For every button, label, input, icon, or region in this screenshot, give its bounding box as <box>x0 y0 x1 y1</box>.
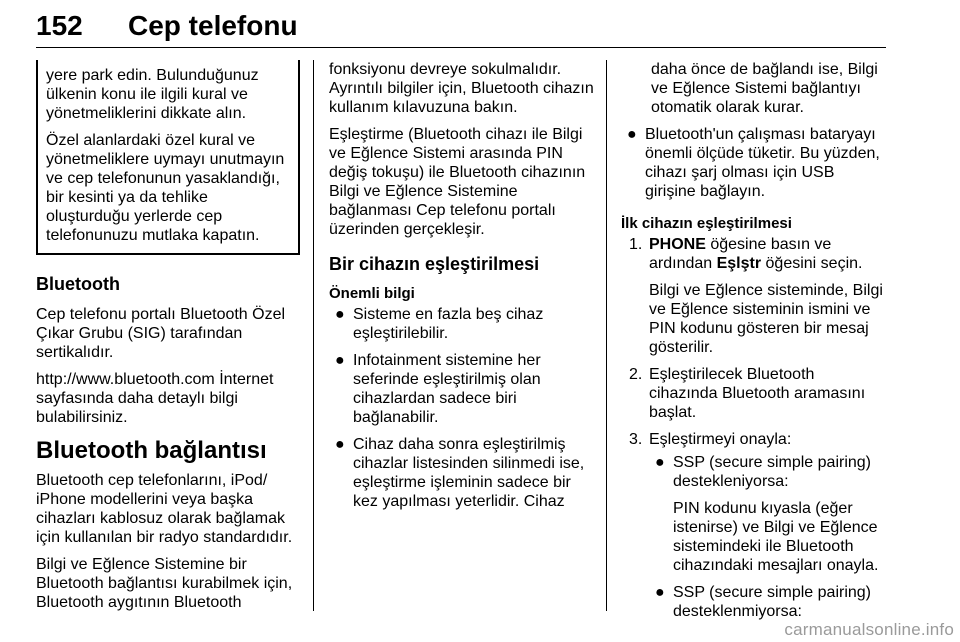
column-1 <box>36 60 300 620</box>
step-item: 1. PHONE öğesine basın ve ardından Eşlştr öğesini seçin. Bilgi ve Eğlence sisteminde, Bilgi ve Eğlence sisteminin ismini ve PIN kodunu gösteren bir mesaj gösterilir. <box>621 235 887 357</box>
note-list <box>329 305 597 511</box>
paragraph: http://www.bluetooth.com İnternet sayfasında daha detaylı bilgi bulabilirsiniz. <box>36 371 274 426</box>
paragraph: Cep telefonu portalı Bluetooth Özel Çıkar Grubu (SIG) tarafından sertikalıdır. <box>36 306 286 361</box>
pair-option-label: Eşlştr <box>716 255 762 272</box>
section-heading-bluetooth: Bluetooth <box>36 274 120 294</box>
list-item: ● Bluetooth'un çalışması bataryayı önemli ölçüde tüketir. Bu yüzden, cihazı şarj olması için USB girişine bağlayın. <box>627 126 880 200</box>
step-number: 3. <box>629 431 643 448</box>
paragraph: fonksiyonu devreye sokulmalıdır. Ayrıntılı bilgiler için, Bluetooth cihazın kullanım kılavuzuna bakın. <box>329 61 594 116</box>
paragraph: daha önce de bağlandı ise, Bilgi ve Eğlence Sistemi bağlantıyı otomatik olarak kurar. <box>651 61 878 116</box>
column-3 <box>621 60 887 629</box>
ssp-list <box>649 453 887 621</box>
paragraph: Bluetooth cep telefonlarını, iPod/ iPhone modellerini veya başka cihazları kablosuz olarak bağlamak için kullanılan bir radyo standardıdır. <box>36 472 293 546</box>
page-header <box>36 4 886 48</box>
column-divider-2 <box>606 60 607 611</box>
bullet-icon: ● <box>627 126 637 143</box>
warning-paragraph: yere park edin. Bulunduğunuz ülkenin konu ile ilgili kural ve yönetmeliklerini dikkate alın. <box>46 67 259 122</box>
list-item: ● Sisteme en fazla beş cihaz eşleştirilebilir. <box>335 306 544 342</box>
section-heading-pairing: Bir cihazın eşleştirilmesi <box>329 254 540 274</box>
bullet-icon: ● <box>655 454 665 471</box>
phone-key-label: PHONE <box>649 236 706 253</box>
warning-box <box>36 60 300 255</box>
page-number: 152 <box>36 10 83 41</box>
list-item: ● SSP (secure simple pairing) desteklenmiyorsa: <box>655 584 872 620</box>
note-heading: Önemli bilgi <box>329 285 415 302</box>
column-divider-1 <box>313 60 314 611</box>
column-2 <box>329 60 597 519</box>
page-title: Cep telefonu <box>128 10 298 41</box>
watermark: carmanualsonline.info <box>784 620 954 639</box>
bullet-icon: ● <box>655 584 665 601</box>
warning-paragraph: Özel alanlardaki özel kural ve yönetmeliklere uymayı unutmayın ve cep telefonunun yasaklandığı, bir kesinti ya da tehlike oluşturduğu yerlerde cep telefonunuzu mutlaka kapatın. <box>46 132 285 244</box>
bullet-list <box>621 125 887 201</box>
paragraph: Bilgi ve Eğlence Sistemine bir Bluetooth bağlantısı kurabilmek için, Bluetooth aygıtının Bluetooth <box>36 556 293 611</box>
first-pairing-heading: İlk cihazın eşleştirilmesi <box>621 215 792 232</box>
step-number: 1. <box>629 236 643 253</box>
step-item: 3. Eşleştirmeyi onayla: ● SSP (secure simple pairing) destekleniyorsa: PIN kodunu kıyasla (eğer istenirse) ve Bilgi ve Eğlence sistemindeki ile Bluetooth cihazındaki mesajları onayla. ● SSP (secure simple pairing) desteklenmiyorsa: <box>621 430 887 621</box>
paragraph: Bilgi ve Eğlence sisteminde, Bilgi ve Eğlence sisteminin ismini ve PIN kodunu gösteren bir mesaj gösterilir. <box>649 282 883 356</box>
paragraph: Eşleştirme (Bluetooth cihazı ile Bilgi ve Eğlence Sistemi arasında PIN değiş tokuşu) ile Bluetooth cihazının Bilgi ve Eğlence Sistemine bağlanması Cep telefonu portalı üzerinden gerçekleşir. <box>329 126 586 238</box>
bullet-icon: ● <box>335 352 345 369</box>
section-heading-connection: Bluetooth bağlantısı <box>36 437 267 464</box>
header-divider <box>36 47 886 48</box>
step-number: 2. <box>629 366 643 383</box>
bullet-icon: ● <box>335 436 345 453</box>
step-item: 2. Eşleştirilecek Bluetooth cihazında Bluetooth aramasını başlat. <box>629 366 866 421</box>
steps-list <box>621 235 887 621</box>
list-item: ● Cihaz daha sonra eşleştirilmiş cihazlar listesinden silinmedi ise, eşleştirme işleminin sadece bir kez yapılması yeterlidir. Cihaz <box>335 436 585 510</box>
list-item: ● SSP (secure simple pairing) destekleniyorsa: PIN kodunu kıyasla (eğer istenirse) ve Bilgi ve Eğlence sistemindeki ile Bluetooth cihazındaki mesajları onayla. <box>655 454 879 574</box>
list-item: ● Infotainment sistemine her seferinde eşleştirilmiş olan cihazlardan sadece biri bağlanabilir. <box>335 352 541 426</box>
bullet-icon: ● <box>335 306 345 323</box>
